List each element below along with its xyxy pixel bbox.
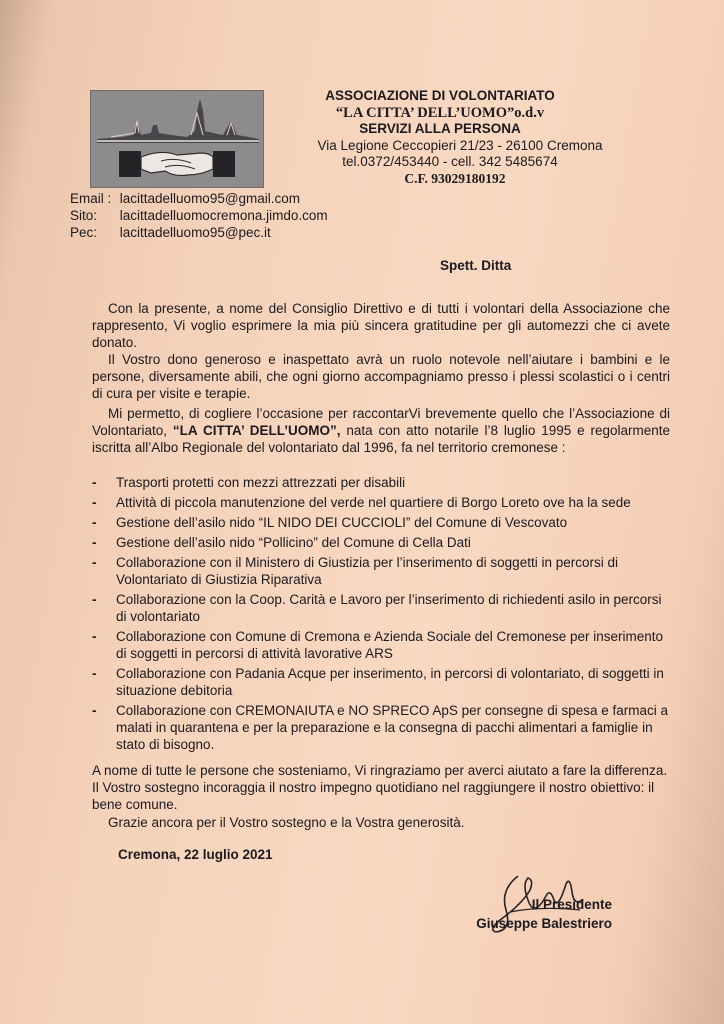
list-item xyxy=(92,628,670,662)
list-item-text: Gestione dell’asilo nido “IL NIDO DEI CUCCIOLI” del Comune di Vescovato xyxy=(116,515,568,530)
list-item xyxy=(92,534,670,551)
list-dash: - xyxy=(92,555,97,570)
list-item xyxy=(92,474,670,491)
association-type: ASSOCIAZIONE DI VOLONTARIATO xyxy=(325,88,555,103)
contact-block xyxy=(70,190,328,241)
list-item-text: Collaborazione con la Coop. Carità e Lavoro per l’inserimento di richiedenti asilo in percorsi di volontariato xyxy=(116,592,662,624)
list-item-text: Attività di piccola manutenzione del verde nel quartiere di Borgo Loreto ove ha la sede xyxy=(116,495,631,510)
email-link: lacittadelluomo95@gmail.com xyxy=(119,191,301,206)
list-item-text: Collaborazione con Padania Acque per inserimento, in percorsi di volontariato, di soggetti in situazione debitoria xyxy=(116,666,664,698)
list-dash: - xyxy=(92,666,97,681)
contact-label: Pec: xyxy=(70,225,98,240)
signer-title: Il Presidente xyxy=(531,897,612,912)
association-logo xyxy=(90,90,264,188)
intro-text-b: nata con atto notarile l’8 luglio 1995 e regolarmente iscritta all’Albo Regionale del volontariato dal 1996, fa nel territorio cremonese : xyxy=(92,423,670,455)
paragraph-thanks-again: Grazie ancora per il Vostro sostegno e la Vostra generosità. xyxy=(108,815,465,830)
list-dash: - xyxy=(92,592,97,607)
city-skyline-handshake-icon xyxy=(91,91,263,187)
list-dash: - xyxy=(92,703,97,718)
list-item xyxy=(92,591,670,625)
phone-numbers: tel.0372/453440 - cell. 342 5485674 xyxy=(342,154,558,169)
address: Via Legione Ceccopieri 21/23 - 26100 Cremona xyxy=(317,137,603,153)
association-suffix: o.d.v xyxy=(514,104,545,121)
services-line: SERVIZI ALLA PERSONA xyxy=(359,121,521,136)
contact-site xyxy=(70,207,328,224)
contact-pec xyxy=(70,224,328,241)
list-dash: - xyxy=(92,535,97,550)
list-item xyxy=(92,665,670,699)
paragraph-closing: A nome di tutte le persone che sosteniamo, Vi ringraziamo per averci aiutato a fare la differenza. Il Vostro sostegno incoraggia il nostro impegno quotidiano nel raggiungere il nostro obiettivo: il bene comune. xyxy=(92,763,668,812)
list-item xyxy=(92,494,670,511)
list-dash: - xyxy=(92,495,97,510)
pec-link: lacittadelluomo95@pec.it xyxy=(119,225,271,240)
contact-label: Sito: xyxy=(70,208,98,223)
signature-block xyxy=(440,895,612,933)
contact-email xyxy=(70,190,328,207)
paragraph-thanks: Con la presente, a nome del Consiglio Direttivo e di tutti i volontari della Associazione che rappresento, Vi voglio esprimere la mia più sincera gratitudine per gli automezzi che ci avete donato. xyxy=(92,301,670,350)
letterhead xyxy=(270,88,610,187)
site-link: lacittadelluomocremona.jimdo.com xyxy=(119,208,328,223)
list-dash: - xyxy=(92,515,97,530)
association-name-line xyxy=(270,105,610,122)
list-item xyxy=(92,554,670,588)
list-item xyxy=(92,702,670,753)
association-name: “LA CITTA’ DELL’UOMO” xyxy=(335,104,515,121)
list-item-text: Collaborazione con Comune di Cremona e Azienda Sociale del Cremonese per inserimento di soggetti in percorsi di attività lavorative ARS xyxy=(116,629,664,661)
recipient: Spett. Ditta xyxy=(440,258,512,273)
list-item-text: Gestione dell’asilo nido “Pollicino” del Comune di Cella Dati xyxy=(116,535,471,550)
letter-date: Cremona, 22 luglio 2021 xyxy=(118,847,273,862)
list-item-text: Collaborazione con il Ministero di Giustizia per l’inserimento di soggetti in percorsi di Volontariato di Giustizia Riparativa xyxy=(116,555,618,587)
signer-name: Giuseppe Balestriero xyxy=(476,916,612,931)
fiscal-code: C.F. 93029180192 xyxy=(404,170,506,186)
contact-label: Email : xyxy=(70,191,112,206)
list-item-text: Collaborazione con CREMONAIUTA e NO SPRECO ApS per consegne di spesa e farmaci a malati in quarantena e per la preparazione e la consegna di pacchi alimentari a famiglie in stato di bisogno. xyxy=(116,703,668,752)
list-dash: - xyxy=(92,475,97,490)
list-item xyxy=(92,514,670,531)
paragraph-intro-activities xyxy=(92,405,670,456)
list-dash: - xyxy=(92,629,97,644)
activities-list xyxy=(92,474,670,756)
intro-text-a: Mi permetto, di cogliere l’occasione per raccontarVi brevemente quello che l’Associazione di Volontariato, xyxy=(92,406,670,438)
list-item-text: Trasporti protetti con mezzi attrezzati per disabili xyxy=(116,475,406,490)
association-name-inline: “LA CITTA’ DELL’UOMO”, xyxy=(172,423,341,438)
paragraph-donation: Il Vostro dono generoso e inaspettato avrà un ruolo notevole nell’aiutare i bambini e le persone, diversamente abili, che ogni giorno accompagniamo presso i plessi scolastici o i centri di cura per visite e terapie. xyxy=(92,352,670,401)
